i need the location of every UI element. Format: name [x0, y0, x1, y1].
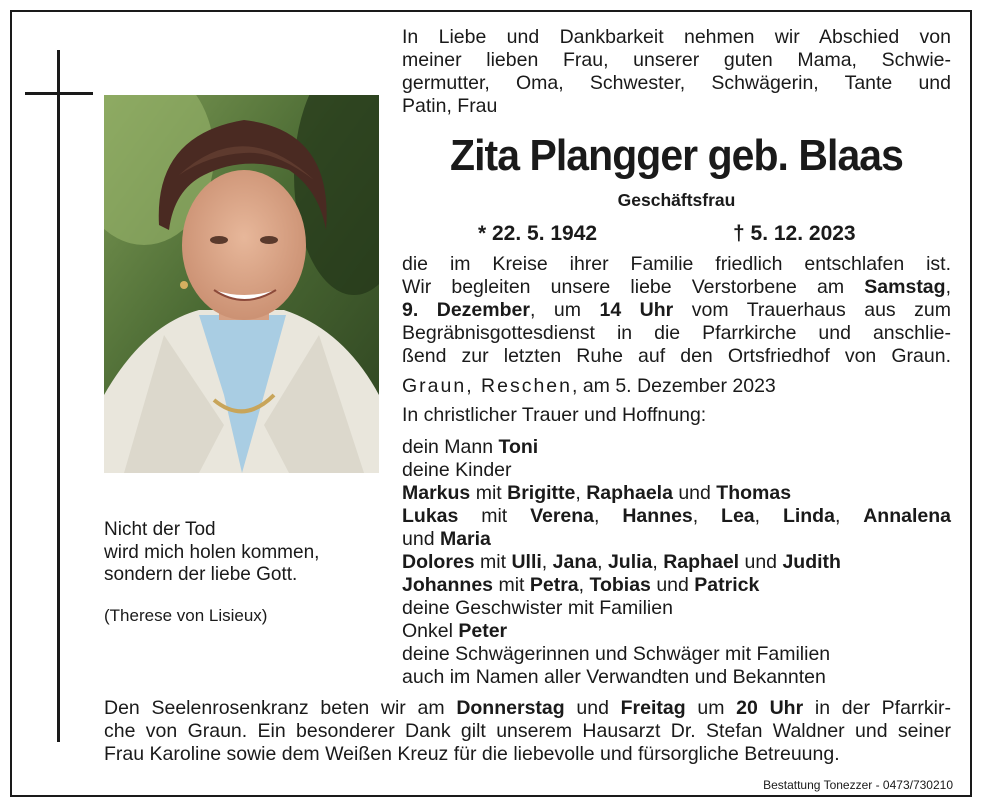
funeral-home-footer: Bestattung Tonezzer - 0473/730210 — [763, 778, 953, 792]
child-line: Lukas mit Verena, Hannes, Lea, Linda, Annalena — [402, 505, 951, 527]
quote — [104, 519, 374, 587]
siblings-line: deine Geschwister mit Familien — [402, 597, 673, 619]
mourning-line: In christlicher Trauer und Hoffnung: — [402, 404, 707, 426]
cross-icon — [57, 50, 60, 742]
body-line: die im Kreise ihrer Familie friedlich entschlafen ist. — [402, 253, 951, 275]
death-date: † 5. 12. 2023 — [733, 222, 856, 245]
quote-line: wird mich holen kommen, — [104, 541, 320, 563]
child-line: Markus mit Brigitte, Raphaela und Thomas — [402, 482, 792, 504]
child-line: und Maria — [402, 528, 491, 550]
intro-line: Patin, Frau — [402, 95, 498, 117]
cross-icon-bar — [25, 92, 93, 95]
intro-text — [402, 26, 951, 118]
intro-line: In Liebe und Dankbarkeit nehmen wir Abschied von — [402, 26, 951, 48]
relatives-line: auch im Namen aller Verwandten und Bekannten — [402, 666, 826, 688]
birth-date: * 22. 5. 1942 — [478, 222, 598, 245]
announcement-body — [402, 253, 951, 368]
closing-line: Frau Karoline sowie dem Weißen Kreuz für die liebevolle und fürsorgliche Betreuung. — [104, 743, 840, 765]
quote-line: Nicht der Tod — [104, 519, 216, 540]
closing-line: Den Seelenrosenkranz beten wir am Donnerstag und Freitag um 20 Uhr in der Pfarrkir- — [104, 697, 951, 719]
child-line: Dolores mit Ulli, Jana, Julia, Raphael und Judith — [402, 551, 841, 573]
uncle-line: Onkel Peter — [402, 620, 508, 642]
closing-text — [104, 697, 951, 766]
family-list — [402, 436, 951, 689]
child-line: Johannes mit Petra, Tobias und Patrick — [402, 574, 760, 596]
husband-line: dein Mann Toni — [402, 436, 539, 458]
intro-line: germutter, Oma, Schwester, Schwägerin, Tante und — [402, 72, 951, 94]
closing-line: che von Graun. Ein besonderer Dank gilt unserem Hausarzt Dr. Stefan Waldner und seiner — [104, 720, 951, 742]
body-line: Wir begleiten unsere liebe Verstorbene am Samstag, — [402, 276, 951, 298]
occupation: Geschäftsfrau — [617, 190, 736, 210]
body-line: ßend zur letzten Ruhe auf den Ortsfriedhof von Graun. — [402, 345, 951, 367]
inlaws-line: deine Schwägerinnen und Schwäger mit Familien — [402, 643, 831, 665]
quote-author: (Therese von Lisieux) — [104, 606, 268, 625]
children-label: deine Kinder — [402, 459, 512, 481]
intro-line: meiner lieben Frau, unserer guten Mama, Schwie- — [402, 49, 951, 71]
place-date: Graun, Reschen, am 5. Dezember 2023 — [402, 375, 776, 397]
body-line: 9. Dezember, um 14 Uhr vom Trauerhaus aus zum — [402, 299, 951, 321]
portrait-photo — [104, 95, 379, 473]
quote-line: sondern der liebe Gott. — [104, 564, 298, 585]
body-line: Begräbnisgottesdienst in die Pfarrkirche und anschlie- — [402, 322, 951, 344]
deceased-name: Zita Plangger geb. Blaas — [450, 131, 903, 180]
